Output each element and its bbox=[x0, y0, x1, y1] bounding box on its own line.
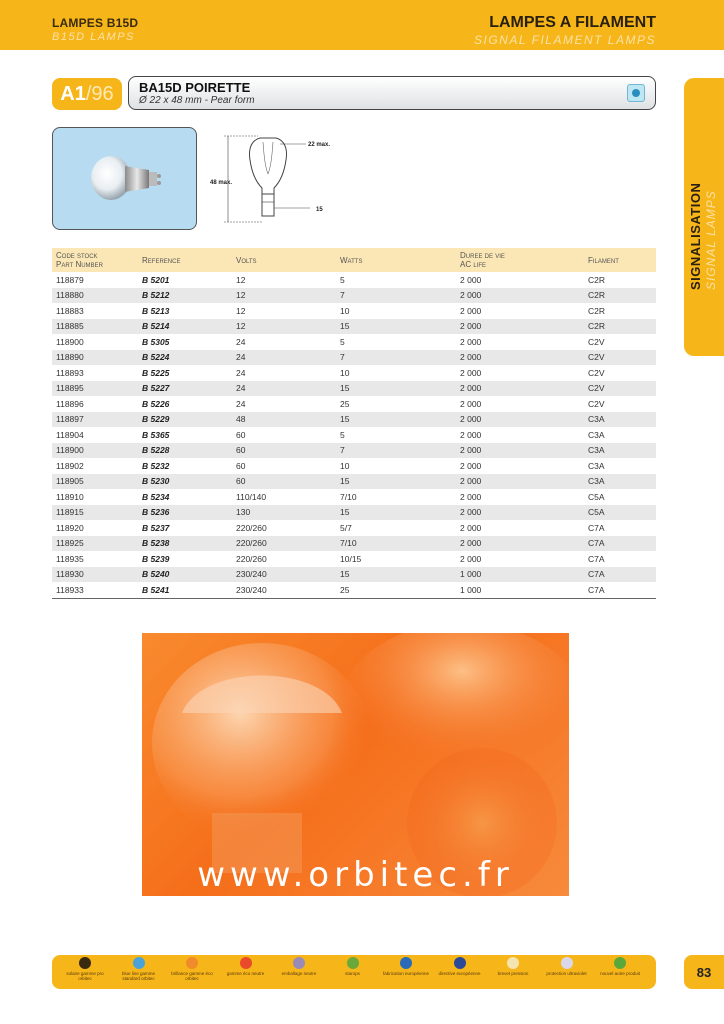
base-dimension-label: 15 bbox=[316, 207, 323, 213]
table-row bbox=[52, 474, 656, 490]
cell-code: 118895 bbox=[52, 381, 138, 397]
cell-life: 2 000 bbox=[456, 288, 584, 304]
cell-volts: 12 bbox=[236, 305, 246, 316]
cell-volts: 220/260 bbox=[236, 553, 267, 564]
cell-watts: 7/10 bbox=[336, 536, 456, 552]
cell-code: 118904 bbox=[56, 429, 84, 440]
table-row bbox=[52, 365, 656, 381]
patent-icon bbox=[507, 957, 519, 969]
cell-watts: 15 bbox=[336, 381, 456, 397]
product-title-bar bbox=[128, 76, 656, 110]
table-row bbox=[52, 520, 656, 536]
table-row bbox=[52, 334, 656, 350]
cell-reference: B 5214 bbox=[138, 319, 232, 335]
cell-filament: C7A bbox=[588, 553, 605, 564]
cell-code: 118885 bbox=[52, 319, 138, 335]
cell-life: 2 000 bbox=[460, 460, 482, 471]
product-dimensions: Ø 22 x 48 mm - Pear form bbox=[139, 95, 255, 106]
table-row bbox=[52, 319, 656, 335]
cell-life: 2 000 bbox=[456, 443, 584, 459]
table-row bbox=[52, 443, 656, 459]
table-row bbox=[52, 536, 656, 552]
cell-filament: C2R bbox=[588, 274, 606, 285]
cell-volts: 24 bbox=[232, 381, 336, 397]
cell-life: 2 000 bbox=[456, 536, 584, 552]
cell-volts: 24 bbox=[236, 336, 246, 347]
page-number: 83 bbox=[684, 955, 724, 989]
cell-watts: 5/7 bbox=[340, 522, 352, 533]
blue-line-icon bbox=[133, 957, 145, 969]
cell-volts: 60 bbox=[232, 443, 336, 459]
cell-watts: 25 bbox=[340, 398, 350, 409]
cell-code: 118893 bbox=[56, 367, 84, 378]
section-subtitle: B15D LAMPS bbox=[52, 31, 135, 43]
legend-item-label: solaire gamme pro orbitec bbox=[66, 971, 104, 981]
cell-watts: 10 bbox=[340, 460, 350, 471]
cell-code: 118920 bbox=[56, 522, 84, 533]
table-row bbox=[52, 396, 656, 412]
cell-filament: C7A bbox=[584, 536, 656, 552]
cell-watts: 5 bbox=[340, 336, 345, 347]
col-header-volts: Volts bbox=[232, 248, 336, 272]
cell-filament: C3A bbox=[584, 443, 656, 459]
factory-icon bbox=[400, 957, 412, 969]
cell-reference: B 5237 bbox=[142, 522, 170, 533]
cell-filament: C2R bbox=[584, 319, 656, 335]
cell-reference: B 5229 bbox=[138, 412, 232, 428]
cell-code: 118915 bbox=[52, 505, 138, 521]
cell-reference: B 5240 bbox=[138, 567, 232, 583]
legend-item-label: emballage neutre bbox=[281, 971, 317, 976]
legend-item-label: blue line gamme standard orbitec bbox=[121, 971, 156, 981]
cell-watts: 7 bbox=[336, 288, 456, 304]
cell-code: 118925 bbox=[52, 536, 138, 552]
cell-life: 2 000 bbox=[456, 319, 584, 335]
cell-volts: 24 bbox=[232, 350, 336, 366]
legend-item bbox=[167, 957, 217, 981]
col-header-code: Code stock Part Number bbox=[52, 248, 138, 272]
legend-item-label: nouvel autre produit bbox=[600, 971, 640, 976]
legend-item-label: brillance gamme éco orbitec bbox=[171, 971, 213, 981]
cell-filament: C2V bbox=[584, 381, 656, 397]
cell-code: 118905 bbox=[52, 474, 138, 490]
cell-life: 2 000 bbox=[460, 522, 482, 533]
bulb-outline bbox=[249, 138, 286, 194]
cell-watts: 15 bbox=[336, 412, 456, 428]
cell-watts: 15 bbox=[336, 319, 456, 335]
table-row bbox=[52, 505, 656, 521]
cell-volts: 230/240 bbox=[232, 582, 336, 598]
table-header-row bbox=[52, 248, 656, 272]
col-header-reference: Reference bbox=[138, 248, 232, 272]
diffuse-light-icon bbox=[627, 84, 645, 102]
section-title: LAMPES B15D bbox=[52, 16, 139, 30]
cell-code: 118935 bbox=[56, 553, 84, 564]
cell-reference: B 5230 bbox=[138, 474, 232, 490]
table-row bbox=[52, 489, 656, 505]
cell-filament: C5A bbox=[584, 505, 656, 521]
cell-filament: C3A bbox=[584, 412, 656, 428]
cell-volts: 60 bbox=[236, 460, 246, 471]
cell-watts: 7 bbox=[336, 443, 456, 459]
cell-life: 2 000 bbox=[460, 398, 482, 409]
cell-reference: B 5228 bbox=[138, 443, 232, 459]
cell-life: 2 000 bbox=[460, 274, 482, 285]
cell-volts: 12 bbox=[232, 319, 336, 335]
cell-code: 118910 bbox=[56, 491, 84, 502]
cell-watts: 15 bbox=[336, 474, 456, 490]
cell-filament: C3A bbox=[584, 474, 656, 490]
table-row bbox=[52, 350, 656, 366]
product-code-badge bbox=[52, 78, 122, 110]
cell-watts: 15 bbox=[336, 505, 456, 521]
cell-reference: B 5226 bbox=[142, 398, 170, 409]
cell-volts: 12 bbox=[236, 274, 246, 285]
table-row bbox=[52, 551, 656, 567]
cell-life: 2 000 bbox=[460, 367, 482, 378]
width-dimension-label: 22 max. bbox=[308, 142, 331, 148]
cell-volts: 60 bbox=[236, 429, 246, 440]
cell-filament: C7A bbox=[588, 522, 605, 533]
eco-icon bbox=[240, 957, 252, 969]
cell-volts: 230/240 bbox=[232, 567, 336, 583]
uv-protection-icon bbox=[561, 957, 573, 969]
cell-life: 2 000 bbox=[460, 553, 482, 564]
cell-code: 118900 bbox=[56, 336, 84, 347]
cell-reference: B 5241 bbox=[138, 582, 232, 598]
cell-life: 1 000 bbox=[456, 582, 584, 598]
cell-filament: C2V bbox=[588, 367, 605, 378]
cell-code: 118896 bbox=[56, 398, 84, 409]
side-tab-title: SIGNALISATION bbox=[688, 182, 703, 290]
cell-reference: B 5224 bbox=[138, 350, 232, 366]
cell-watts: 5 bbox=[340, 429, 345, 440]
cell-code: 118933 bbox=[52, 582, 138, 598]
cell-watts: 25 bbox=[336, 582, 456, 598]
package-icon bbox=[293, 957, 305, 969]
cell-reference: B 5227 bbox=[138, 381, 232, 397]
legend-item-label: fabrication européenne bbox=[382, 971, 430, 976]
cell-reference: B 5212 bbox=[138, 288, 232, 304]
legend-item-label: brevet pression bbox=[497, 971, 529, 976]
cell-reference: B 5232 bbox=[142, 460, 170, 471]
cell-watts: 7/10 bbox=[340, 491, 357, 502]
cell-life: 2 000 bbox=[460, 491, 482, 502]
legend-item bbox=[328, 957, 378, 976]
cell-filament: C2R bbox=[584, 288, 656, 304]
cell-reference: B 5238 bbox=[138, 536, 232, 552]
col-header-watts: Watts bbox=[336, 248, 456, 272]
cell-life: 2 000 bbox=[456, 474, 584, 490]
cell-life: 1 000 bbox=[456, 567, 584, 583]
cell-reference: B 5305 bbox=[142, 336, 170, 347]
cell-volts: 24 bbox=[236, 398, 246, 409]
table-row bbox=[52, 288, 656, 304]
cell-code: 118879 bbox=[56, 274, 84, 285]
sun-icon bbox=[79, 957, 91, 969]
table-row bbox=[52, 582, 656, 598]
legend-item bbox=[274, 957, 324, 976]
product-code-main: A1 bbox=[60, 82, 86, 105]
legend-item bbox=[542, 957, 592, 976]
cell-life: 2 000 bbox=[456, 350, 584, 366]
side-tab-subtitle: SIGNAL LAMPS bbox=[704, 190, 718, 290]
cell-volts: 48 bbox=[232, 412, 336, 428]
promo-banner bbox=[142, 633, 569, 896]
cell-volts: 220/260 bbox=[236, 522, 267, 533]
dimension-drawing bbox=[210, 126, 360, 231]
base-outline bbox=[262, 194, 274, 216]
cell-watts: 5 bbox=[340, 274, 345, 285]
legend-item bbox=[221, 957, 271, 976]
directive-icon bbox=[454, 957, 466, 969]
legend-item bbox=[488, 957, 538, 976]
cell-reference: B 5239 bbox=[142, 553, 170, 564]
new-product-icon bbox=[614, 957, 626, 969]
cell-filament: C2V bbox=[584, 350, 656, 366]
cell-watts: 10 bbox=[340, 367, 350, 378]
cell-code: 118902 bbox=[56, 460, 84, 471]
cell-reference: B 5201 bbox=[142, 274, 170, 285]
cell-code: 118880 bbox=[52, 288, 138, 304]
legend-item bbox=[435, 957, 485, 976]
table-row bbox=[52, 303, 656, 319]
cell-volts: 220/260 bbox=[232, 536, 336, 552]
cell-watts: 10/15 bbox=[340, 553, 362, 564]
cell-life: 2 000 bbox=[460, 336, 482, 347]
cell-filament: C3A bbox=[588, 460, 605, 471]
cell-code: 118890 bbox=[52, 350, 138, 366]
legend-item-label: gamme éco neutre bbox=[226, 971, 265, 976]
cell-filament: C2V bbox=[588, 398, 605, 409]
cell-filament: C2R bbox=[588, 305, 606, 316]
table-row bbox=[52, 272, 656, 288]
table-row bbox=[52, 381, 656, 397]
cell-life: 2 000 bbox=[456, 505, 584, 521]
cell-life: 2 000 bbox=[456, 381, 584, 397]
cell-filament: C2V bbox=[588, 336, 605, 347]
height-dimension-label: 48 max. bbox=[210, 180, 233, 186]
cell-reference: B 5213 bbox=[142, 305, 170, 316]
cell-filament: C7A bbox=[584, 567, 656, 583]
category-title: LAMPES A FILAMENT bbox=[489, 14, 656, 31]
cell-filament: C3A bbox=[588, 429, 605, 440]
cell-life: 2 000 bbox=[460, 305, 482, 316]
product-name: BA15D POIRETTE bbox=[139, 80, 251, 95]
cell-reference: B 5225 bbox=[142, 367, 170, 378]
cell-life: 2 000 bbox=[456, 412, 584, 428]
legend-item-label: starops bbox=[345, 971, 360, 976]
table-row bbox=[52, 412, 656, 428]
cell-life: 2 000 bbox=[460, 429, 482, 440]
cell-reference: B 5234 bbox=[142, 491, 170, 502]
cell-filament: C7A bbox=[584, 582, 656, 598]
legend-item bbox=[595, 957, 645, 976]
cell-watts: 7 bbox=[336, 350, 456, 366]
spec-table bbox=[52, 248, 656, 599]
col-header-filament: Filament bbox=[584, 248, 656, 272]
cell-watts: 15 bbox=[336, 567, 456, 583]
legend-item bbox=[60, 957, 110, 981]
cell-reference: B 5236 bbox=[138, 505, 232, 521]
table-row bbox=[52, 427, 656, 443]
cell-volts: 110/140 bbox=[236, 491, 267, 502]
cell-code: 118900 bbox=[52, 443, 138, 459]
category-subtitle: SIGNAL FILAMENT LAMPS bbox=[474, 33, 656, 47]
cell-watts: 10 bbox=[340, 305, 350, 316]
cell-volts: 130 bbox=[232, 505, 336, 521]
starops-icon bbox=[347, 957, 359, 969]
cell-volts: 24 bbox=[236, 367, 246, 378]
brilliance-icon bbox=[186, 957, 198, 969]
table-row bbox=[52, 567, 656, 583]
website-url[interactable]: www.orbitec.fr bbox=[197, 855, 514, 895]
legend-item bbox=[381, 957, 431, 976]
product-photo bbox=[52, 127, 197, 230]
cell-code: 118883 bbox=[56, 305, 84, 316]
table-row bbox=[52, 458, 656, 474]
feature-legend-bar bbox=[52, 955, 656, 989]
cell-reference: B 5365 bbox=[142, 429, 170, 440]
col-header-life: Duree de vie AC life bbox=[456, 248, 584, 272]
product-code-sub: /96 bbox=[85, 82, 114, 105]
cell-code: 118930 bbox=[52, 567, 138, 583]
legend-item-label: directive européenne bbox=[438, 971, 481, 976]
bulb-photo-icon bbox=[53, 128, 196, 229]
legend-item-label: protection ultraviolet bbox=[546, 971, 587, 976]
cell-filament: C5A bbox=[588, 491, 605, 502]
cell-volts: 12 bbox=[232, 288, 336, 304]
cell-code: 118897 bbox=[52, 412, 138, 428]
cell-volts: 60 bbox=[232, 474, 336, 490]
legend-item bbox=[114, 957, 164, 981]
